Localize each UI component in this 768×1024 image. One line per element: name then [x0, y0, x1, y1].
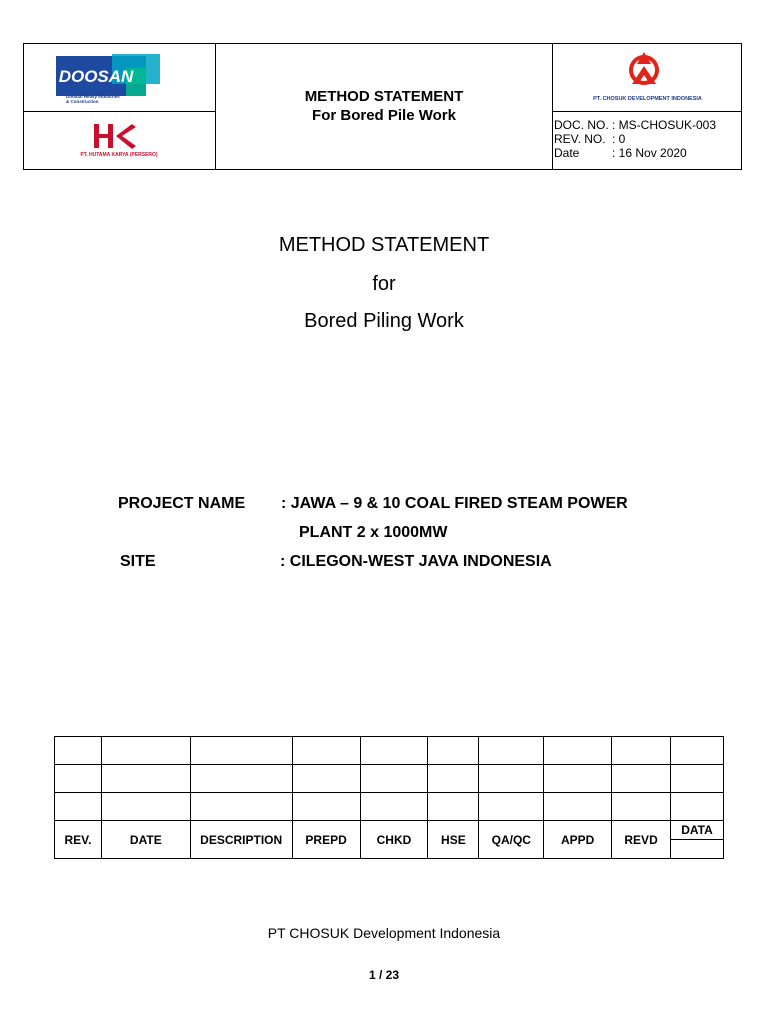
project-name-value-line2: PLANT 2 x 1000MW	[299, 524, 448, 541]
main-title-line1: METHOD STATEMENT	[278, 234, 490, 256]
header-chkd: CHKD	[360, 821, 428, 859]
document-header	[23, 43, 742, 170]
doosan-cell	[24, 44, 215, 112]
doc-info	[553, 118, 742, 160]
doc-no-row	[553, 118, 742, 132]
rev-no-label: REV. NO.	[554, 132, 606, 146]
revision-table	[54, 736, 724, 859]
hk-logo-icon	[92, 122, 138, 150]
header-prepd: PREPD	[292, 821, 360, 859]
project-name-value: : JAWA – 9 & 10 COAL FIRED STEAM POWER	[281, 495, 628, 512]
header-hse: HSE	[428, 821, 479, 859]
header-qaqc: QA/QC	[479, 821, 544, 859]
project-name-label: PROJECT NAME	[118, 495, 246, 512]
doosan-sub-line1: Doosan Heavy Industries	[66, 94, 120, 99]
header-title: METHOD STATEMENT	[304, 88, 464, 105]
doosan-logo-text: DOOSAN	[58, 67, 134, 86]
site-value: : CILEGON-WEST JAVA INDONESIA	[280, 553, 552, 570]
header-subtitle: For Bored Pile Work	[312, 107, 456, 124]
main-title-line3: Bored Piling Work	[304, 310, 464, 332]
table-row	[55, 793, 724, 821]
header-date: DATE	[101, 821, 190, 859]
doosan-sub-line2: & Construction	[66, 99, 99, 104]
header-title-cell	[216, 44, 552, 169]
page-number: 1 / 23	[368, 968, 400, 982]
site-label: SITE	[120, 553, 156, 570]
header-right	[552, 44, 742, 169]
doc-no-label: DOC. NO.	[554, 118, 609, 132]
date-value: : 16 Nov 2020	[612, 146, 687, 160]
rev-no-row	[553, 132, 742, 146]
header-description: DESCRIPTION	[190, 821, 292, 859]
doosan-subtitle	[66, 94, 120, 104]
table-row	[55, 737, 724, 765]
header-rev: REV.	[55, 821, 102, 859]
table-header-row	[55, 821, 724, 840]
hk-subtitle: PT. HUTAMA KARYA (PERSERO)	[80, 152, 158, 158]
rev-no-value: : 0	[612, 132, 626, 146]
header-appd: APPD	[544, 821, 612, 859]
date-label: Date	[554, 146, 580, 160]
doc-no-value: : MS-CHOSUK-003	[612, 118, 717, 132]
chosuk-logo-icon	[623, 50, 665, 88]
table-row	[55, 765, 724, 793]
header-data: DATA	[671, 821, 724, 840]
footer-company: PT CHOSUK Development Indonesia	[267, 925, 501, 941]
date-row	[553, 146, 742, 160]
header-left-logos	[24, 44, 216, 169]
chosuk-cell	[553, 44, 742, 112]
chosuk-subtitle: PT. CHOSUK DEVELOPMENT INDONESIA	[593, 96, 702, 102]
main-title-line2: for	[372, 273, 396, 295]
header-revd: REVD	[612, 821, 671, 859]
